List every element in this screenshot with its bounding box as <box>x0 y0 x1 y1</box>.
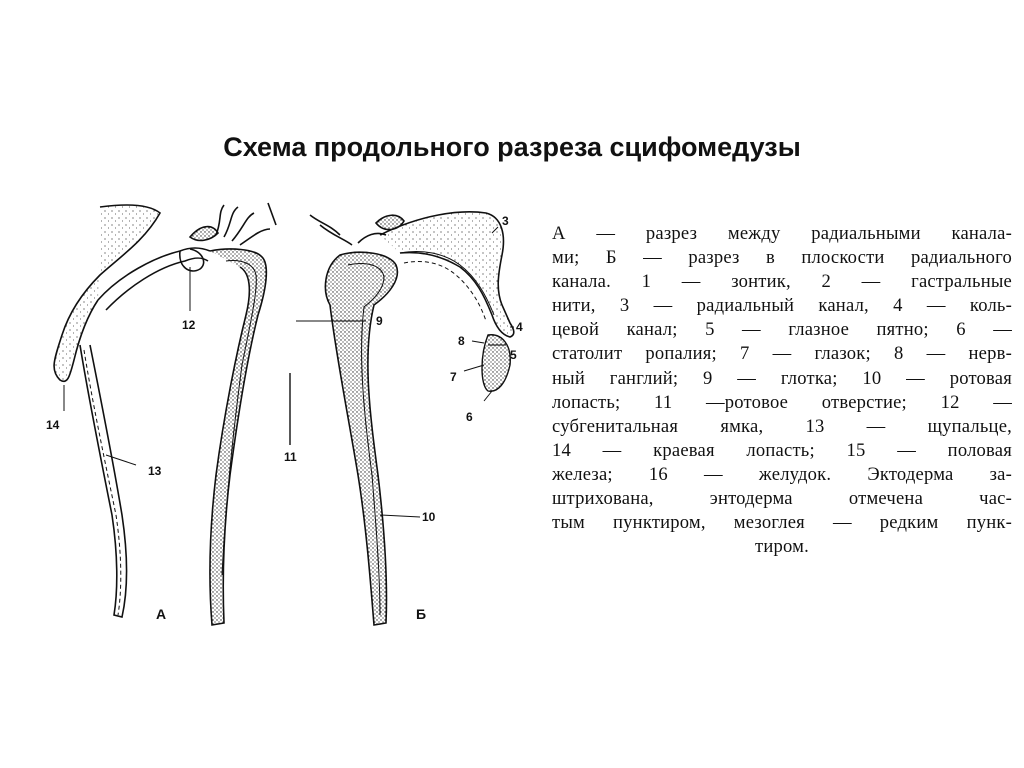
label-12: 12 <box>182 318 196 332</box>
label-13: 13 <box>148 464 162 478</box>
caption-line: тым пунктиром, мезоглея — редким пунк- <box>552 512 1012 534</box>
label-3: 3 <box>502 214 509 228</box>
label-7: 7 <box>450 370 457 384</box>
caption-line: нити, 3 — радиальный канал, 4 — коль- <box>552 295 1012 317</box>
caption-line: штрихована, энтодерма отмечена час- <box>552 488 1012 510</box>
label-14: 14 <box>46 418 60 432</box>
label-8: 8 <box>458 334 465 348</box>
caption-line: ми; Б — разрез в плоскости радиального <box>552 247 1012 269</box>
panel-b-label: Б <box>416 606 427 622</box>
caption-line: лопасть; 11 —ротовое отверстие; 12 — <box>552 391 1012 413</box>
label-5: 5 <box>510 348 517 362</box>
scyphomedusa-section-diagram <box>40 195 560 635</box>
caption-line: А — разрез между радиальными канала- <box>552 223 1012 244</box>
umbrella-a <box>54 205 160 381</box>
manubrium-a <box>210 249 266 625</box>
caption-line: статолит ропалия; 7 — глазок; 8 — нерв- <box>552 343 1012 365</box>
caption-line: цевой канал; 5 — глазное пятно; 6 — <box>552 319 1012 341</box>
figure-caption <box>552 222 1012 559</box>
caption-line: железа; 16 — желудок. Эктодерма за- <box>552 463 1012 485</box>
label-11: 11 <box>284 450 297 464</box>
caption-line: канала. 1 — зонтик, 2 — гастральные <box>552 271 1012 293</box>
label-4: 4 <box>516 320 523 334</box>
label-9: 9 <box>376 314 383 328</box>
label-6: 6 <box>466 410 473 424</box>
rhopalium <box>482 335 510 391</box>
caption-line: 14 — краевая лопасть; 15 — половая <box>552 439 1012 461</box>
caption-line: субгенитальная ямка, 13 — щупальце, <box>552 415 1012 437</box>
tentacle-a <box>80 345 127 617</box>
caption-line: тиром. <box>755 536 809 558</box>
caption-line: ный ганглий; 9 — глотка; 10 — ротовая <box>552 367 1012 389</box>
leader-lines <box>64 227 514 517</box>
slide-title: Схема продольного разреза сцифомедузы <box>223 132 801 162</box>
panel-a-drawing <box>54 203 290 625</box>
panel-a-label: А <box>156 606 167 622</box>
label-10: 10 <box>422 510 436 524</box>
manubrium-b <box>325 252 397 625</box>
panel-b-drawing <box>310 212 514 625</box>
